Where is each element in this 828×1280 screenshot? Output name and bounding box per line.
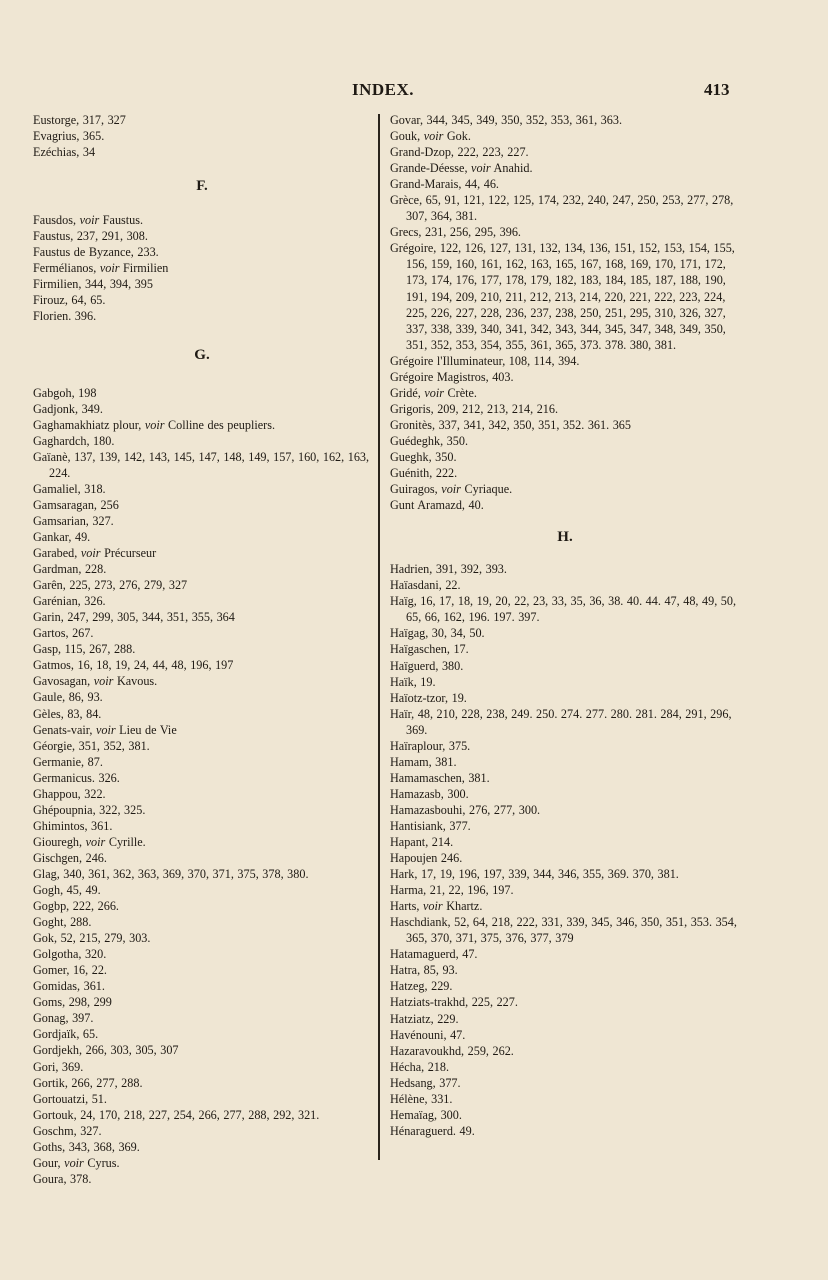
index-entry: Hatzeg, 229.: [390, 979, 453, 994]
index-entry: Gamsarian, 327.: [33, 513, 114, 528]
index-entry: Hélène, 331.: [390, 1091, 453, 1106]
column-divider: [378, 114, 380, 1160]
index-entry: Garin, 247, 299, 305, 344, 351, 355, 364: [33, 610, 235, 625]
index-entry: Gèles, 83, 84.: [33, 706, 102, 721]
index-entry: Hemaïag, 300.: [390, 1107, 462, 1122]
index-entry: Guiragos, voir Cyriaque.: [390, 482, 513, 497]
index-entry: Grecs, 231, 256, 295, 396.: [390, 225, 521, 240]
index-entry: Géorgie, 351, 352, 381.: [33, 738, 150, 753]
index-entry: Harma, 21, 22, 196, 197.: [390, 883, 514, 898]
index-entry: Gamaliel, 318.: [33, 481, 106, 496]
index-entry: Gordjaïk, 65.: [33, 1027, 99, 1042]
index-entry: Gatmos, 16, 18, 19, 24, 44, 48, 196, 197: [33, 658, 234, 673]
index-entry: Goms, 298, 299: [33, 995, 112, 1010]
index-entry: Hazaravoukhd, 259, 262.: [390, 1043, 514, 1058]
index-entry: Golgotha, 320.: [33, 947, 107, 962]
index-entry: Gunt Aramazd, 40.: [390, 498, 484, 513]
index-entry: Gordjekh, 266, 303, 305, 307: [33, 1043, 179, 1058]
index-entry: Garénian, 326.: [33, 594, 106, 609]
index-entry: Goths, 343, 368, 369.: [33, 1139, 140, 1154]
index-entry: Gortouk, 24, 170, 218, 227, 254, 266, 277, 288, 292, 321.: [33, 1107, 320, 1122]
index-entry: Firouz, 64, 65.: [33, 293, 106, 308]
index-entry: Gardman, 228.: [33, 562, 107, 577]
index-entry: Gomer, 16, 22.: [33, 963, 107, 978]
index-entry: Hedsang, 377.: [390, 1075, 461, 1090]
index-entry: Gaïanè, 137, 139, 142, 143, 145, 147, 148, 149, 157, 160, 162, 163, 224.: [33, 449, 370, 480]
page-title: INDEX.: [352, 80, 415, 99]
index-entry: Giouregh, voir Cyrille.: [33, 834, 146, 849]
letter-heading-g: G.: [194, 346, 210, 363]
index-entry: Grand-Marais, 44, 46.: [390, 177, 499, 192]
index-entry: Florien. 396.: [33, 309, 97, 324]
index-entry: Gonag, 397.: [33, 1011, 94, 1026]
index-entry: Goura, 378.: [33, 1171, 92, 1186]
index-entry: Harts, voir Khartz.: [390, 899, 483, 914]
index-entry: Hécha, 218.: [390, 1059, 450, 1074]
index-entry: Germanie, 87.: [33, 754, 103, 769]
left-column: [33, 112, 371, 1187]
index-entry: Gomidas, 361.: [33, 979, 105, 994]
index-group-g-cont: [390, 112, 740, 513]
index-entry: Hamam, 381.: [390, 754, 457, 769]
index-entry: Guédeghk, 350.: [390, 433, 469, 448]
index-entry: Gronitès, 337, 341, 342, 350, 351, 352. 361. 365: [390, 417, 631, 432]
index-entry: Gavosagan, voir Kavous.: [33, 674, 158, 689]
index-entry: Gasp, 115, 267, 288.: [33, 642, 136, 657]
index-entry: Haïotz-tzor, 19.: [390, 690, 467, 705]
index-entry: Fermélianos, voir Firmilien: [33, 261, 169, 276]
index-group-f: [33, 212, 371, 324]
index-entry: Gabgoh, 198: [33, 385, 97, 400]
letter-heading-h: H.: [557, 529, 573, 546]
index-entry: Garên, 225, 273, 276, 279, 327: [33, 578, 188, 593]
index-entry: Guénith, 222.: [390, 466, 458, 481]
index-entry: Gori, 369.: [33, 1059, 84, 1074]
index-entry: Goschm, 327.: [33, 1123, 102, 1138]
index-entry: Gischgen, 246.: [33, 850, 107, 865]
index-entry: Hapant, 214.: [390, 835, 454, 850]
index-entry: Garabed, voir Précurseur: [33, 546, 157, 561]
index-entry: Hatamaguerd, 47.: [390, 947, 478, 962]
index-entry: Grigoris, 209, 212, 213, 214, 216.: [390, 401, 559, 416]
index-entry: Gadjonk, 349.: [33, 401, 103, 416]
page-header: [0, 80, 828, 104]
index-entry: Haïgag, 30, 34, 50.: [390, 626, 485, 641]
index-entry: Faustus, 237, 291, 308.: [33, 229, 148, 244]
right-column: [390, 112, 740, 1139]
index-entry: Hamazasbouhi, 276, 277, 300.: [390, 802, 541, 817]
index-group-h: [390, 561, 740, 1139]
index-entry: Hamazasb, 300.: [390, 786, 469, 801]
index-entry: Evagrius, 365.: [33, 129, 105, 144]
index-entry: Gartos, 267.: [33, 626, 94, 641]
index-entry: Hatziatz, 229.: [390, 1011, 459, 1026]
index-entry: Hénaraguerd. 49.: [390, 1123, 475, 1138]
index-entry: Gaghamakhiatz plour, voir Colline des peupliers.: [33, 417, 275, 432]
index-entry: Hantisiank, 377.: [390, 818, 471, 833]
index-entry: Gridé, voir Crète.: [390, 385, 477, 400]
index-entry: Gueghk, 350.: [390, 449, 457, 464]
index-entry: Gortik, 266, 277, 288.: [33, 1075, 143, 1090]
index-entry: Gortouatzi, 51.: [33, 1091, 107, 1106]
index-entry: Grand-Dzop, 222, 223, 227.: [390, 145, 529, 160]
index-entry: Hadrien, 391, 392, 393.: [390, 562, 507, 577]
index-entry: Haïr, 48, 210, 228, 238, 249. 250. 274. 277. 280. 281. 284, 291, 296, 369.: [390, 706, 732, 737]
index-entry: Gok, 52, 215, 279, 303.: [33, 931, 151, 946]
index-entry: Grégoire Magistros, 403.: [390, 369, 514, 384]
index-entry: Hatra, 85, 93.: [390, 963, 458, 978]
index-entry: Gour, voir Cyrus.: [33, 1155, 120, 1170]
index-entry: Gouk, voir Gok.: [390, 129, 471, 144]
index-entry: Hatziats-trakhd, 225, 227.: [390, 995, 518, 1010]
index-entry: Haïk, 19.: [390, 674, 436, 689]
index-entry: Haïraplour, 375.: [390, 738, 471, 753]
index-entry: Hark, 17, 19, 196, 197, 339, 344, 346, 355, 369. 370, 381.: [390, 867, 679, 882]
index-entry: Hapoujen 246.: [390, 851, 463, 866]
index-group-e: [33, 112, 371, 160]
index-entry: Govar, 344, 345, 349, 350, 352, 353, 361, 363.: [390, 113, 623, 127]
index-entry: Faustus de Byzance, 233.: [33, 245, 159, 260]
index-entry: Gankar, 49.: [33, 529, 91, 544]
index-entry: Havénouni, 47.: [390, 1027, 466, 1042]
index-entry: Gogh, 45, 49.: [33, 883, 101, 898]
index-entry: Hamamaschen, 381.: [390, 770, 490, 785]
index-entry: Haïgaschen, 17.: [390, 642, 469, 657]
index-entry: Grégoire, 122, 126, 127, 131, 132, 134, 136, 151, 152, 153, 154, 155, 156, 159, 160, 161, 162, 163, 165, 167, 168, 169, 170, 171, 172, 173, 174, 176, 177, 178, 179, 182, 183, 184, 185, 187, 188, 190, 191, 194, 209, 210, 211, 212, 213, 214, 220, 221, 222, 223, 224, 225, 226, 227, 228, 236, 237, 238, 250, 251, 295, 310, 326, 327, 337, 338, 339, 340, 341, 342, 343, 344, 345, 347, 348, 349, 350, 351, 352, 353, 354, 355, 361, 365, 373. 378. 380, 381.: [390, 241, 735, 352]
index-entry: Haïg, 16, 17, 18, 19, 20, 22, 23, 33, 35, 36, 38. 40. 44. 47, 48, 49, 50, 65, 66, 162, 196. 197. 397.: [390, 594, 737, 625]
index-entry: Ghépoupnia, 322, 325.: [33, 802, 146, 817]
index-entry: Gogbp, 222, 266.: [33, 899, 119, 914]
index-entry: Glag, 340, 361, 362, 363, 369, 370, 371, 375, 378, 380.: [33, 866, 309, 881]
page-number: 413: [704, 80, 730, 99]
index-entry: Gaghardch, 180.: [33, 433, 115, 448]
index-entry: Eustorge, 317, 327: [33, 113, 126, 127]
index-entry: Gaule, 86, 93.: [33, 690, 103, 705]
letter-heading-f: F.: [196, 178, 208, 195]
index-entry: Fausdos, voir Faustus.: [33, 213, 144, 228]
index-entry: Haïasdani, 22.: [390, 578, 461, 593]
index-entry: Gamsaragan, 256: [33, 497, 119, 512]
index-group-g: [33, 385, 371, 1187]
index-entry: Genats-vair, voir Lieu de Vie: [33, 722, 177, 737]
index-entry: Haschdiank, 52, 64, 218, 222, 331, 339, 345, 346, 350, 351, 353. 354, 365, 370, 371, 375, 376, 377, 379: [390, 915, 737, 946]
index-entry: Firmilien, 344, 394, 395: [33, 277, 153, 292]
index-entry: Grégoire l'Illuminateur, 108, 114, 394.: [390, 353, 580, 368]
index-entry: Ezéchias, 34: [33, 145, 96, 160]
index-entry: Grande-Déesse, voir Anahid.: [390, 161, 533, 176]
index-entry: Ghimintos, 361.: [33, 818, 113, 833]
index-entry: Grèce, 65, 91, 121, 122, 125, 174, 232, 240, 247, 250, 253, 277, 278, 307, 364, 381.: [390, 193, 734, 224]
index-entry: Goght, 288.: [33, 915, 92, 930]
index-entry: Haïguerd, 380.: [390, 658, 464, 673]
index-entry: Ghappou, 322.: [33, 786, 106, 801]
index-entry: Germanicus. 326.: [33, 770, 120, 785]
